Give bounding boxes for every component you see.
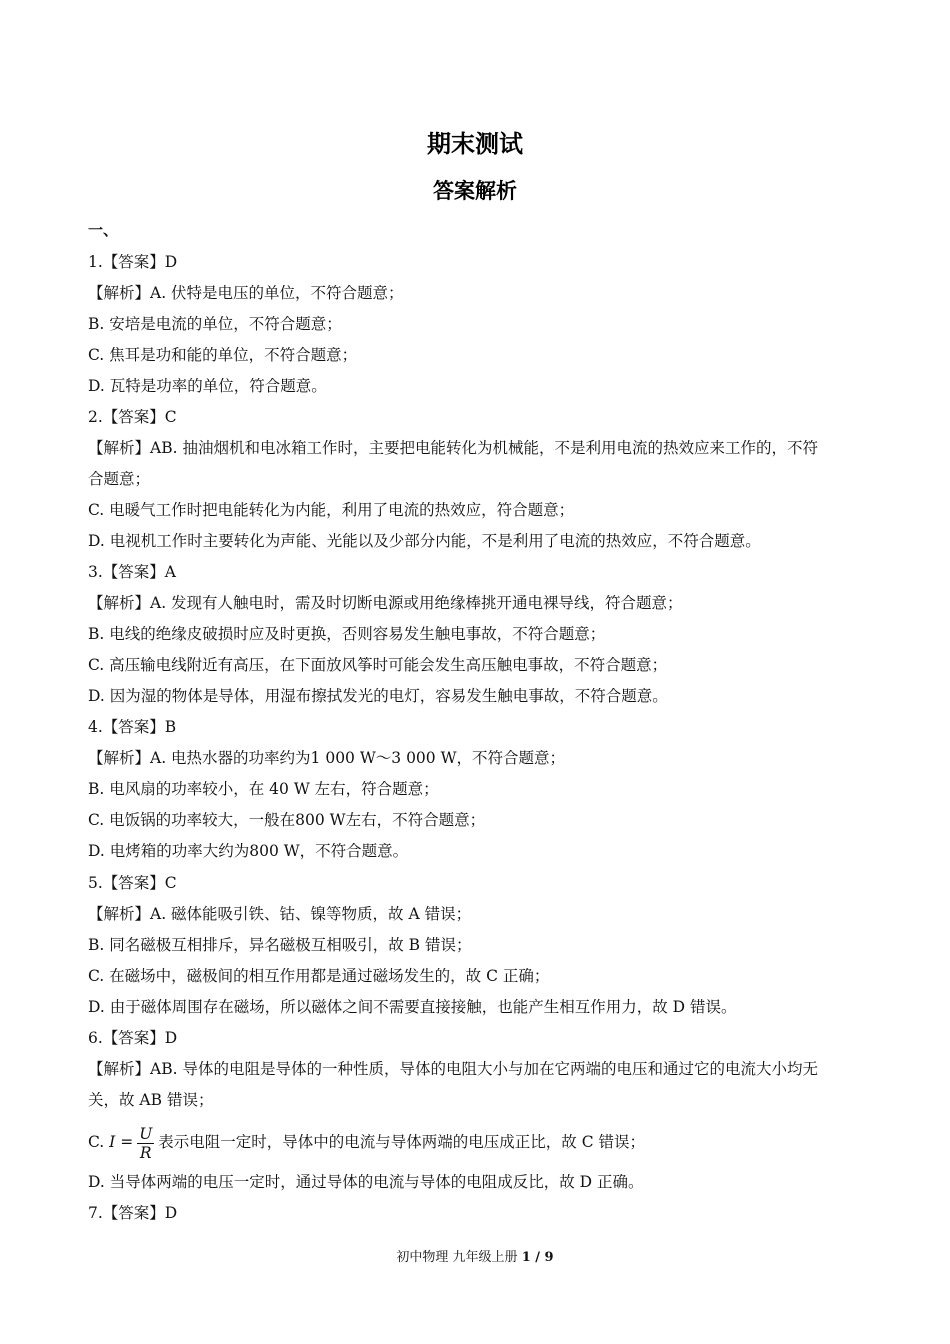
text-line: D. 电视机工作时主要转化为声能、光能以及少部分内能，不是利用了电流的热效应，不符合题意。: [88, 532, 761, 550]
text-line: D. 由于磁体周围存在磁场，所以磁体之间不需要直接接触，也能产生相互作用力，故 D 错误。: [88, 998, 737, 1016]
section-heading: 一、: [88, 221, 119, 239]
text-line: D. 电烤箱的功率大约为800 W，不符合题意。: [88, 842, 409, 860]
formula-lhs: I =: [109, 1133, 134, 1151]
text-line: 6.【答案】D: [88, 1029, 178, 1047]
text-line: C. 在磁场中，磁极间的相互作用都是通过磁场发生的，故 C 正确；: [88, 967, 550, 985]
text-line: D. 瓦特是功率的单位，符合题意。: [88, 377, 327, 395]
text-line: 4.【答案】B: [88, 718, 177, 736]
text-line: 2.【答案】C: [88, 408, 177, 426]
text-line: D. 当导体两端的电压一定时，通过导体的电流与导体的电阻成反比，故 D 正确。: [88, 1173, 644, 1191]
page-number: 1 / 9: [521, 1250, 554, 1265]
page-footer: [0, 1246, 950, 1265]
text-line: 7.【答案】D: [88, 1204, 178, 1222]
text-line: B. 电风扇的功率较小，在 40 W 左右，符合题意；: [88, 780, 439, 798]
text-line: 【解析】AB. 导体的电阻是导体的一种性质，导体的电阻大小与加在它两端的电压和通过它的电流大小均无: [88, 1060, 818, 1078]
text-line: B. 电线的绝缘皮破损时应及时更换，否则容易发生触电事故，不符合题意；: [88, 625, 606, 643]
formula-numerator: U: [139, 1124, 153, 1143]
formula-line: [88, 1122, 868, 1164]
text-line: 【解析】A. 电热水器的功率约为1 000 W～3 000 W，不符合题意；: [88, 749, 566, 767]
text-line: 【解析】A. 伏特是电压的单位，不符合题意；: [88, 284, 404, 302]
text-line: 【解析】A. 发现有人触电时，需及时切断电源或用绝缘棒挑开通电裸导线，符合题意；: [88, 594, 683, 612]
text-line: B. 安培是电流的单位，不符合题意；: [88, 315, 342, 333]
text-line: C. 电饭锅的功率较大，一般在800 W左右，不符合题意；: [88, 811, 486, 829]
page-title: 期末测试: [427, 130, 523, 158]
text-line: 关，故 AB 错误；: [88, 1091, 214, 1109]
text-line: 【解析】A. 磁体能吸引铁、钴、镍等物质，故 A 错误；: [88, 905, 472, 923]
footer-text: 初中物理 九年级上册: [396, 1250, 518, 1265]
formula-denominator: R: [139, 1143, 152, 1162]
formula-prefix: C.: [88, 1133, 105, 1151]
text-line: D. 因为湿的物体是导体，用湿布擦拭发光的电灯，容易发生触电事故，不符合题意。: [88, 687, 668, 705]
text-line: C. 电暖气工作时把电能转化为内能，利用了电流的热效应，符合题意；: [88, 501, 575, 519]
text-line: B. 同名磁极互相排斥，异名磁极互相吸引，故 B 错误；: [88, 936, 472, 954]
page-subtitle: 答案解析: [433, 179, 517, 203]
formula-suffix: 表示电阻一定时，导体中的电流与导体两端的电压成正比，故 C 错误；: [158, 1133, 646, 1151]
text-line: 5.【答案】C: [88, 874, 177, 892]
text-line: 【解析】AB. 抽油烟机和电冰箱工作时，主要把电能转化为机械能，不是利用电流的热效应来工作的，不符: [88, 439, 818, 457]
text-line: 1.【答案】D: [88, 253, 178, 271]
text-line: 合题意；: [88, 470, 151, 488]
text-line: C. 焦耳是功和能的单位，不符合题意；: [88, 346, 358, 364]
text-line: C. 高压输电线附近有高压，在下面放风筝时可能会发生高压触电事故，不符合题意；: [88, 656, 668, 674]
text-line: 3.【答案】A: [88, 563, 176, 581]
formula-fraction: [137, 1125, 154, 1162]
